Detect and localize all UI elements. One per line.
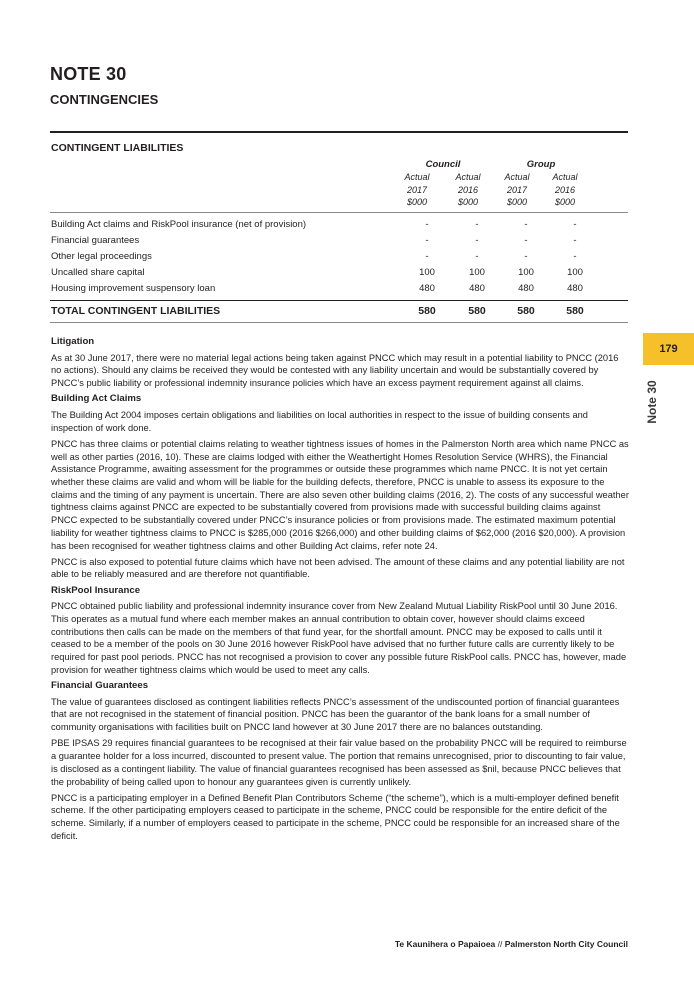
column-type: Actual (552, 172, 578, 182)
side-note-text: Note 30 (645, 380, 659, 424)
paragraph: As at 30 June 2017, there were no material legal actions being taken against PNCC which may result in a potential liability to PNCC (2016 no actions). Should any claims be received they would be contested with any liability uncertain and would be substantially covered by PNCC’s public liability or professional indemnity insurance policies which have an excess payment requirement against all claims. (51, 352, 619, 389)
column-header (392, 171, 442, 209)
column-year: 2017 (406, 184, 428, 195)
column-type: Actual (455, 172, 481, 182)
row-label: Uncalled share capital (51, 267, 145, 278)
note-title: CONTINGENCIES (50, 92, 159, 107)
total-label: TOTAL CONTINGENT LIABILITIES (51, 305, 221, 317)
note-number: NOTE 30 (50, 64, 127, 84)
page-footer (395, 939, 628, 949)
side-note-label (642, 376, 662, 428)
row-value: - (524, 235, 528, 246)
footer-separator: // (495, 939, 505, 949)
header-divider (50, 212, 628, 213)
row-value: 480 (419, 283, 435, 294)
paragraph: The Building Act 2004 imposes certain obligations and liabilities on local authorities in respect to the issue of building consents and inspection of work done. (51, 410, 588, 433)
row-value: - (425, 235, 429, 246)
row-value: 100 (419, 267, 435, 278)
column-year: 2016 (554, 184, 576, 195)
row-value: 480 (469, 283, 485, 294)
footer-org-name: Te Kaunihera o Papaioea (394, 939, 496, 949)
total-value: 580 (566, 305, 584, 317)
paragraph: PBE IPSAS 29 requires financial guarantees to be recognised at their fair value based on the probability PNCC will be required to reimburse a guarantee holder for a loss incurred, discounted to present value. The portion that remains unrecognised, prior to discounting to fair value, is disclosed as a contingent liability. The value of financial guarantees recognised has been assessed as $nil, because PNCC believes that the probability of being called upon to honour any guarantees given is currently unlikely. (51, 738, 627, 787)
row-label: Housing improvement suspensory loan (51, 283, 216, 294)
paragraph: The value of guarantees disclosed as contingent liabilities reflects PNCC’s assessment of the undiscounted portion of financial guarantees that are not recognised in the statement of financial position. PNCC has been the guarantor of the bank loans for a small number of community organisations with facilities built on PNCC land however at 30 June 2017 there are no balances outstanding. (51, 696, 620, 733)
section-heading-building-act: Building Act Claims (51, 393, 142, 405)
row-value: - (573, 251, 577, 262)
section-heading-litigation: Litigation (51, 336, 95, 347)
table-row (51, 267, 628, 283)
column-header (492, 171, 542, 209)
row-value: 480 (567, 283, 583, 294)
row-label: Financial guarantees (51, 235, 140, 246)
column-header (443, 171, 493, 209)
row-value: - (524, 251, 528, 262)
row-value: - (425, 219, 429, 230)
row-value: - (425, 251, 429, 262)
group-header-council: Council (425, 159, 461, 170)
paragraph: PNCC is a participating employer in a Defined Benefit Plan Contributors Scheme (“the scheme”), which is a multi-employer defined benefit scheme. If the other participating employers ceased to participate in the scheme, PNCC could be responsible for the entire deficit of the scheme. Similarly, if a number of employers ceased to participate in the scheme, PNCC could be responsible for an increased share of the deficit. (51, 792, 620, 841)
total-row (51, 305, 628, 317)
table-row (51, 235, 628, 251)
table-row (51, 219, 628, 235)
row-value: - (573, 219, 577, 230)
table-row (51, 251, 628, 267)
total-bottom-divider (50, 322, 628, 323)
row-value: - (573, 235, 577, 246)
row-value: - (475, 219, 479, 230)
paragraph: PNCC has three claims or potential claims relating to weather tightness issues of homes in the Palmerston North area which name PNCC as well as other parties (2016, 10). These are claims lodged with either the Weathertight Homes Resolution Service (WHRS), the Financial Assistance Programme, awaiting assessment for the programmes or outside these programmes which name PNCC. It is not yet certain whether these claims are valid and whom will be liable for the building defects, therefore, PNCC is unable to assess its exposure to the claims and the timing of any payment is uncertain. There are also seven other building claims (2016, 2). The costs of any successful weather tightness claims against PNCC are expected to be substantially covered from provisions made with successful building claims against PNCC expected to be substantially covered under PNCC’s insurance policies or from provisions made. The estimated maximum potential liability for weather tightness claims to PNCC is $285,000 (2016 $266,000) and other building claims of $62,000 (2016 $20,000). A provision has been recognised for weather tightness claims and other Building Act claims, refer note 24. (51, 438, 629, 551)
row-value: 480 (518, 283, 534, 294)
row-value: - (475, 251, 479, 262)
table-heading: CONTINGENT LIABILITIES (51, 142, 184, 154)
column-year: 2017 (506, 184, 528, 195)
column-year: 2016 (457, 184, 479, 195)
section-heading-financial-guarantees: Financial Guarantees (51, 680, 149, 692)
section-heading-riskpool: RiskPool Insurance (51, 584, 141, 596)
total-value: 580 (418, 305, 436, 317)
page-number-tab: 179 (643, 333, 694, 365)
column-type: Actual (404, 172, 430, 182)
row-value: - (524, 219, 528, 230)
column-type: Actual (504, 172, 530, 182)
row-label: Other legal proceedings (51, 251, 152, 262)
row-value: 100 (469, 267, 485, 278)
total-value: 580 (468, 305, 486, 317)
column-unit: $000 (554, 197, 576, 207)
total-value: 580 (517, 305, 535, 317)
column-header (540, 171, 590, 209)
row-label: Building Act claims and RiskPool insurance (net of provision) (51, 219, 307, 230)
group-header-group: Group (526, 159, 556, 170)
top-divider (50, 131, 628, 133)
column-unit: $000 (506, 197, 528, 207)
column-unit: $000 (406, 197, 428, 207)
table-row (51, 283, 628, 299)
total-divider (50, 300, 628, 301)
row-value: - (475, 235, 479, 246)
paragraph: PNCC obtained public liability and professional indemnity insurance cover from New Zealand Mutual Liability RiskPool until 30 June 2016. This operates as a mutual fund where each member makes an annual contribution to obtain cover, however should claims exceed contributions then calls can be made on the members of that fund year, for the shortfall amount. PNCC may be exposed to calls until it ceased to be a member of the pools on 30 June 2016 however RiskPool have advised that no further future calls are currently likely to be required for past pool periods. PNCC has not recognised a provision to cover any possible future RiskPool calls. PNCC has, however, made provision for weather tightness claims which would be used to meet any calls. (51, 601, 627, 675)
paragraph: PNCC is also exposed to potential future claims which have not been advised. The amount of these claims and any potential liability are not able to be reliably measured and are therefore not quantifiable. (51, 556, 625, 580)
footer-council-name: Palmerston North City Council (504, 939, 628, 949)
column-unit: $000 (457, 197, 479, 207)
row-value: 100 (567, 267, 583, 278)
row-value: 100 (518, 267, 534, 278)
note-body (51, 334, 629, 846)
